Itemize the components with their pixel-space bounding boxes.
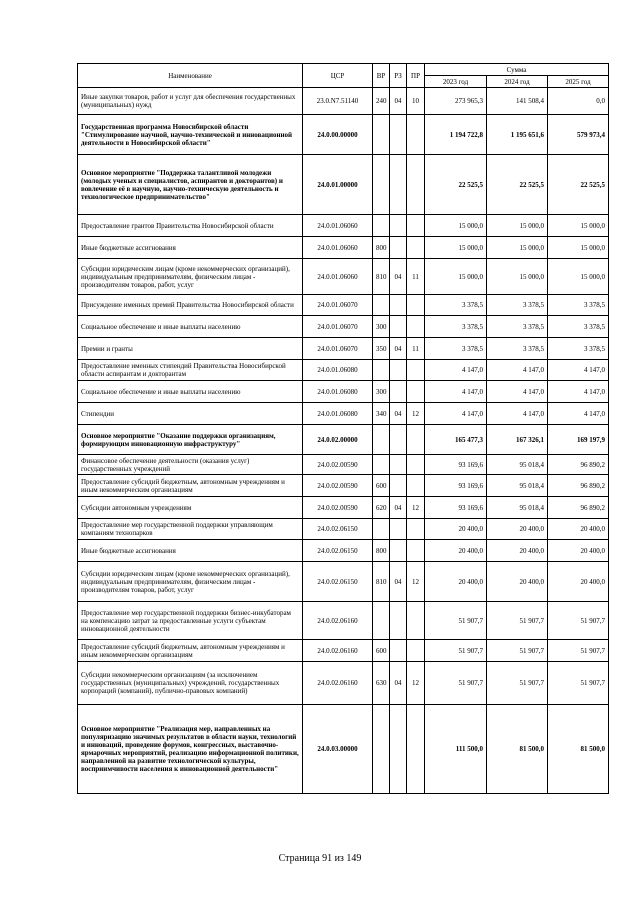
row-sum-2024: 95 018,4 — [487, 497, 548, 519]
table-row — [78, 475, 609, 497]
row-sum-2025: 579 973,4 — [548, 115, 609, 155]
row-sum-2023: 111 500,0 — [425, 705, 487, 794]
row-csr: 24.0.02.00590 — [303, 455, 373, 475]
row-sum-2023: 1 194 722,8 — [425, 115, 487, 155]
row-name: Иные бюджетные ассигнования — [78, 540, 303, 562]
row-name: Социальное обеспечение и иные выплаты населению — [78, 316, 303, 338]
row-sum-2023: 4 147,0 — [425, 403, 487, 425]
row-sum-2025: 4 147,0 — [548, 360, 609, 381]
row-vr — [373, 155, 390, 215]
row-sum-2024: 167 326,1 — [487, 425, 548, 455]
row-rz: 04 — [390, 562, 407, 602]
row-pr: 12 — [407, 562, 425, 602]
row-vr: 300 — [373, 316, 390, 338]
row-sum-2024: 20 400,0 — [487, 519, 548, 540]
row-csr: 23.0.N7.51140 — [303, 88, 373, 115]
table-row — [78, 455, 609, 475]
row-sum-2024: 15 000,0 — [487, 259, 548, 295]
row-csr: 24.0.01.06060 — [303, 237, 373, 259]
row-sum-2024: 1 195 651,6 — [487, 115, 548, 155]
row-name: Субсидии автономным учреждениям — [78, 497, 303, 519]
header-csr: ЦСР — [303, 64, 373, 88]
table-row — [78, 381, 609, 403]
row-name: Предоставление именных стипендий Правительства Новосибирской области аспирантам и докторантам — [78, 360, 303, 381]
row-vr — [373, 519, 390, 540]
row-sum-2023: 20 400,0 — [425, 540, 487, 562]
table-row — [78, 497, 609, 519]
table-row — [78, 237, 609, 259]
row-sum-2024: 20 400,0 — [487, 562, 548, 602]
table-row — [78, 338, 609, 360]
row-vr — [373, 602, 390, 640]
row-sum-2025: 15 000,0 — [548, 215, 609, 237]
row-vr: 340 — [373, 403, 390, 425]
row-sum-2025: 96 890,2 — [548, 497, 609, 519]
row-rz — [390, 155, 407, 215]
row-pr — [407, 215, 425, 237]
row-name: Предоставление мер государственной поддержки управляющим компаниям технопарков — [78, 519, 303, 540]
budget-table-container — [77, 63, 608, 794]
row-sum-2023: 93 169,6 — [425, 455, 487, 475]
row-pr — [407, 475, 425, 497]
row-vr: 800 — [373, 540, 390, 562]
row-pr: 11 — [407, 259, 425, 295]
row-rz — [390, 602, 407, 640]
row-rz: 04 — [390, 497, 407, 519]
row-sum-2023: 4 147,0 — [425, 381, 487, 403]
row-sum-2024: 95 018,4 — [487, 455, 548, 475]
row-name: Иные бюджетные ассигнования — [78, 237, 303, 259]
row-sum-2025: 3 378,5 — [548, 338, 609, 360]
row-csr: 24.0.02.06150 — [303, 540, 373, 562]
row-rz — [390, 215, 407, 237]
row-vr — [373, 115, 390, 155]
row-csr: 24.0.01.06060 — [303, 215, 373, 237]
row-rz — [390, 519, 407, 540]
table-row — [78, 705, 609, 794]
row-vr — [373, 455, 390, 475]
row-sum-2023: 15 000,0 — [425, 259, 487, 295]
row-name: Социальное обеспечение и иные выплаты населению — [78, 381, 303, 403]
row-rz — [390, 316, 407, 338]
page-number: Страница 91 из 149 — [278, 853, 362, 864]
row-vr: 800 — [373, 237, 390, 259]
row-pr — [407, 519, 425, 540]
row-pr — [407, 705, 425, 794]
row-name: Предоставление субсидий бюджетным, автономным учреждениям и иным некоммерческим организациям — [78, 640, 303, 662]
row-vr: 810 — [373, 562, 390, 602]
header-sum: Сумма — [425, 64, 609, 76]
row-sum-2024: 3 378,5 — [487, 316, 548, 338]
row-vr — [373, 705, 390, 794]
row-pr — [407, 455, 425, 475]
row-sum-2025: 51 907,7 — [548, 602, 609, 640]
row-pr — [407, 295, 425, 316]
row-sum-2025: 15 000,0 — [548, 259, 609, 295]
row-sum-2023: 3 378,5 — [425, 295, 487, 316]
row-rz — [390, 540, 407, 562]
row-rz: 04 — [390, 662, 407, 705]
row-pr — [407, 425, 425, 455]
row-sum-2024: 51 907,7 — [487, 640, 548, 662]
row-sum-2024: 15 000,0 — [487, 237, 548, 259]
row-sum-2024: 81 500,0 — [487, 705, 548, 794]
row-sum-2025: 169 197,9 — [548, 425, 609, 455]
row-vr — [373, 295, 390, 316]
table-row — [78, 602, 609, 640]
row-vr: 810 — [373, 259, 390, 295]
row-pr — [407, 381, 425, 403]
table-row — [78, 88, 609, 115]
row-sum-2025: 22 525,5 — [548, 155, 609, 215]
row-sum-2024: 4 147,0 — [487, 381, 548, 403]
table-row — [78, 640, 609, 662]
row-name: Присуждение именных премий Правительства Новосибирской области — [78, 295, 303, 316]
row-sum-2025: 96 890,2 — [548, 475, 609, 497]
row-sum-2023: 22 525,5 — [425, 155, 487, 215]
table-row — [78, 540, 609, 562]
table-row — [78, 360, 609, 381]
table-row — [78, 425, 609, 455]
row-sum-2025: 4 147,0 — [548, 381, 609, 403]
row-csr: 24.0.01.06080 — [303, 403, 373, 425]
row-sum-2023: 93 169,6 — [425, 497, 487, 519]
row-sum-2025: 51 907,7 — [548, 640, 609, 662]
table-row — [78, 259, 609, 295]
row-pr — [407, 155, 425, 215]
row-csr: 24.0.01.00000 — [303, 155, 373, 215]
row-vr — [373, 215, 390, 237]
row-name: Предоставление субсидий бюджетным, автономным учреждениям и иным некоммерческим организациям — [78, 475, 303, 497]
row-pr — [407, 602, 425, 640]
row-sum-2023: 273 965,3 — [425, 88, 487, 115]
row-rz — [390, 425, 407, 455]
table-row — [78, 316, 609, 338]
row-sum-2024: 51 907,7 — [487, 662, 548, 705]
row-sum-2025: 3 378,5 — [548, 316, 609, 338]
table-row — [78, 215, 609, 237]
row-sum-2024: 15 000,0 — [487, 215, 548, 237]
row-pr: 12 — [407, 662, 425, 705]
row-sum-2023: 51 907,7 — [425, 640, 487, 662]
row-csr: 24.0.02.00590 — [303, 497, 373, 519]
row-name: Субсидии юридическим лицам (кроме некоммерческих организаций), индивидуальным предпринимателям, физическим лицам - производителям товаров, работ, услуг — [78, 562, 303, 602]
row-sum-2025: 51 907,7 — [548, 662, 609, 705]
row-rz: 04 — [390, 88, 407, 115]
row-sum-2024: 4 147,0 — [487, 360, 548, 381]
table-row — [78, 295, 609, 316]
row-vr — [373, 360, 390, 381]
row-csr: 24.0.02.06160 — [303, 640, 373, 662]
row-rz — [390, 455, 407, 475]
row-sum-2024: 51 907,7 — [487, 602, 548, 640]
row-pr — [407, 316, 425, 338]
row-rz — [390, 360, 407, 381]
row-sum-2024: 3 378,5 — [487, 295, 548, 316]
header-year-2024: 2024 год — [487, 76, 548, 88]
row-rz — [390, 295, 407, 316]
row-csr: 24.0.02.06150 — [303, 562, 373, 602]
row-name: Субсидии некоммерческим организациям (за исключением государственных (муниципальных) учреждений, государственных корпораций (компаний), публично-правовых компаний) — [78, 662, 303, 705]
row-sum-2025: 20 400,0 — [548, 519, 609, 540]
row-csr: 24.0.02.06160 — [303, 662, 373, 705]
row-vr: 300 — [373, 381, 390, 403]
row-vr: 630 — [373, 662, 390, 705]
row-sum-2024: 20 400,0 — [487, 540, 548, 562]
row-name: Предоставление грантов Правительства Новосибирской области — [78, 215, 303, 237]
row-sum-2025: 81 500,0 — [548, 705, 609, 794]
table-body — [78, 88, 609, 794]
table-row — [78, 562, 609, 602]
row-vr: 600 — [373, 640, 390, 662]
row-pr — [407, 115, 425, 155]
row-rz — [390, 705, 407, 794]
row-sum-2025: 4 147,0 — [548, 403, 609, 425]
header-vr: ВР — [373, 64, 390, 88]
row-rz — [390, 475, 407, 497]
row-csr: 24.0.01.06080 — [303, 360, 373, 381]
row-rz — [390, 640, 407, 662]
row-pr — [407, 640, 425, 662]
row-name: Иные закупки товаров, работ и услуг для обеспечения государственных (муниципальных) нужд — [78, 88, 303, 115]
row-csr: 24.0.01.06070 — [303, 295, 373, 316]
row-csr: 24.0.00.00000 — [303, 115, 373, 155]
row-pr: 10 — [407, 88, 425, 115]
row-name: Основное мероприятие "Оказание поддержки организациям, формирующим инновационную инфраструктуру" — [78, 425, 303, 455]
row-sum-2023: 165 477,3 — [425, 425, 487, 455]
row-sum-2024: 3 378,5 — [487, 338, 548, 360]
row-sum-2024: 95 018,4 — [487, 475, 548, 497]
row-csr: 24.0.02.06150 — [303, 519, 373, 540]
row-name: Субсидии юридическим лицам (кроме некоммерческих организаций), индивидуальным предпринимателям, физическим лицам - производителям товаров, работ, услуг — [78, 259, 303, 295]
table-row — [78, 115, 609, 155]
row-rz: 04 — [390, 338, 407, 360]
row-sum-2023: 20 400,0 — [425, 519, 487, 540]
row-rz: 04 — [390, 403, 407, 425]
header-year-2023: 2023 год — [425, 76, 487, 88]
row-name: Государственная программа Новосибирской области "Стимулирование научной, научно-технической и инновационной деятельности в Новосибирской области" — [78, 115, 303, 155]
row-sum-2023: 3 378,5 — [425, 338, 487, 360]
table-row — [78, 662, 609, 705]
row-csr: 24.0.02.00000 — [303, 425, 373, 455]
row-sum-2023: 15 000,0 — [425, 215, 487, 237]
row-sum-2025: 15 000,0 — [548, 237, 609, 259]
table-row — [78, 155, 609, 215]
row-sum-2023: 20 400,0 — [425, 562, 487, 602]
row-csr: 24.0.01.06070 — [303, 316, 373, 338]
row-pr: 11 — [407, 338, 425, 360]
row-sum-2025: 0,0 — [548, 88, 609, 115]
row-name: Финансовое обеспечение деятельности (оказания услуг) государственных учреждений — [78, 455, 303, 475]
row-sum-2025: 20 400,0 — [548, 562, 609, 602]
row-sum-2024: 22 525,5 — [487, 155, 548, 215]
row-pr: 12 — [407, 497, 425, 519]
row-vr: 240 — [373, 88, 390, 115]
row-csr: 24.0.02.06160 — [303, 602, 373, 640]
row-sum-2024: 4 147,0 — [487, 403, 548, 425]
row-csr: 24.0.01.06080 — [303, 381, 373, 403]
row-sum-2023: 3 378,5 — [425, 316, 487, 338]
row-pr — [407, 237, 425, 259]
row-csr: 24.0.02.00590 — [303, 475, 373, 497]
row-vr: 350 — [373, 338, 390, 360]
row-sum-2025: 3 378,5 — [548, 295, 609, 316]
row-rz — [390, 381, 407, 403]
row-sum-2023: 93 169,6 — [425, 475, 487, 497]
header-pr: ПР — [407, 64, 425, 88]
row-rz: 04 — [390, 259, 407, 295]
row-sum-2025: 96 890,2 — [548, 455, 609, 475]
row-name: Предоставление мер государственной поддержки бизнес-инкубаторам на компенсацию затрат за предоставленные услуги субъектам инновационной деятельности — [78, 602, 303, 640]
row-name: Основное мероприятие "Реализация мер, направленных на популяризацию значимых результатов в области науки, технологий и инноваций, проведение форумов, конгрессных, выставочно-ярмарочных мероприятий, реализацию информационной политики, направленной на развитие технологической культуры, восприимчивости населения к инновационной деятельности" — [78, 705, 303, 794]
budget-table — [77, 63, 609, 794]
header-year-2025: 2025 год — [548, 76, 609, 88]
header-rz: РЗ — [390, 64, 407, 88]
row-sum-2023: 4 147,0 — [425, 360, 487, 381]
row-name: Основное мероприятие "Поддержка талантливой молодежи (молодых ученых и специалистов, аспирантов и докторантов) и вовлечение её в научную, научно-техническую деятельность и технологическое предпринимательство" — [78, 155, 303, 215]
row-csr: 24.0.03.00000 — [303, 705, 373, 794]
row-name: Стипендии — [78, 403, 303, 425]
row-sum-2024: 141 508,4 — [487, 88, 548, 115]
row-vr: 620 — [373, 497, 390, 519]
row-vr: 600 — [373, 475, 390, 497]
row-sum-2023: 15 000,0 — [425, 237, 487, 259]
row-sum-2023: 51 907,7 — [425, 662, 487, 705]
row-rz — [390, 115, 407, 155]
row-rz — [390, 237, 407, 259]
row-sum-2025: 20 400,0 — [548, 540, 609, 562]
row-csr: 24.0.01.06070 — [303, 338, 373, 360]
row-pr: 12 — [407, 403, 425, 425]
row-sum-2023: 51 907,7 — [425, 602, 487, 640]
row-vr — [373, 425, 390, 455]
table-row — [78, 403, 609, 425]
row-name: Премии и гранты — [78, 338, 303, 360]
table-row — [78, 519, 609, 540]
header-name: Наименование — [78, 64, 303, 88]
row-pr — [407, 360, 425, 381]
row-csr: 24.0.01.06060 — [303, 259, 373, 295]
row-pr — [407, 540, 425, 562]
